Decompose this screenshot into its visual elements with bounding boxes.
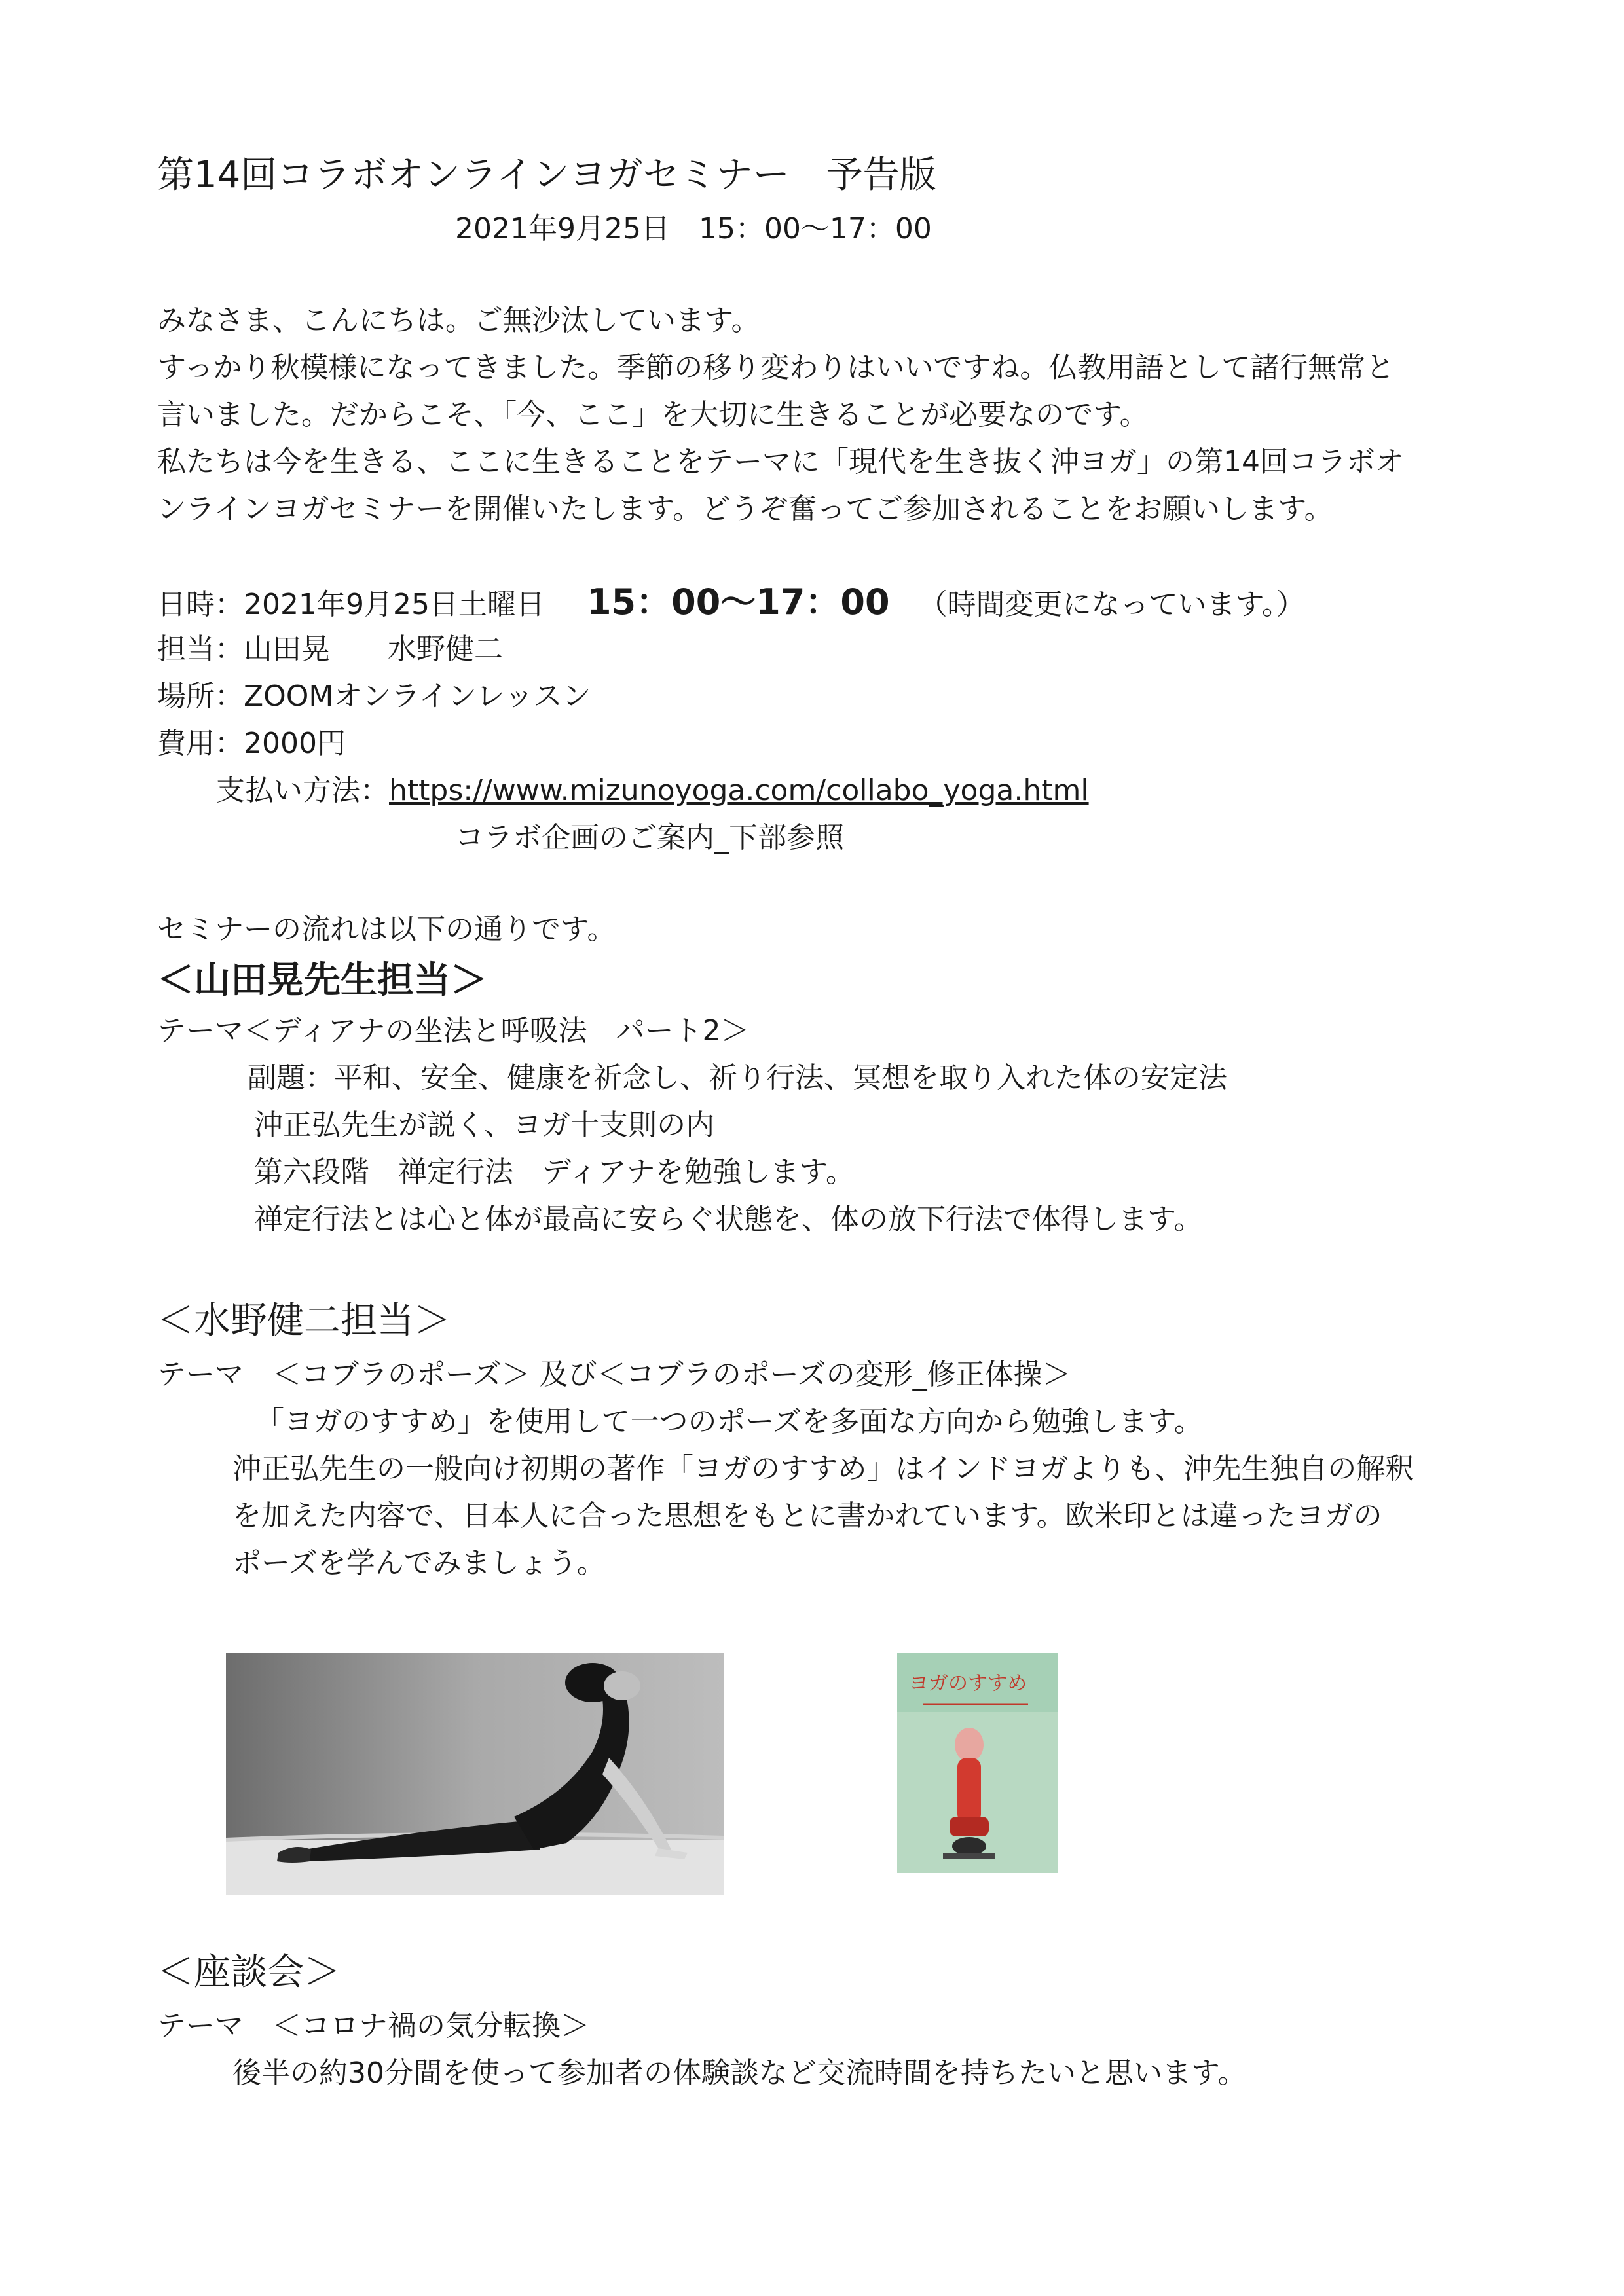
section-line: 後半の約30分間を使って参加者の体験談など交流時間を持ちたいと思います。 [232, 2056, 1247, 2090]
datetime-label: 日時：2021年9月25日土曜日 [157, 588, 545, 621]
intro-line: みなさま、こんにちは。ご無沙汰しています。 [157, 304, 760, 337]
datetime-note: （時間変更になっています。） [918, 588, 1306, 621]
section-theme: テーマ ＜コブラのポーズ＞ 及び＜コブラのポーズの変形_修正体操＞ [157, 1358, 1071, 1391]
yoga-book-cover [897, 1653, 1058, 1873]
section-heading-mizuno: ＜水野健二担当＞ [157, 1300, 451, 1342]
payment-row [216, 771, 1089, 811]
fee-line: 費用：2000円 [157, 727, 346, 760]
section-line: 第六段階 禅定行法 ディアナを勉強します。 [254, 1156, 855, 1189]
datetime-time: 15：00〜17：00 [586, 581, 890, 623]
section-line: 沖正弘先生の一般向け初期の著作「ヨガのすすめ」はインドヨガよりも、沖先生独自の解釈 [232, 1452, 1414, 1485]
section-line: ポーズを学んでみましょう。 [232, 1546, 606, 1580]
intro-line: ンラインヨガセミナーを開催いたします。どうぞ奮ってご参加されることをお願いします。 [157, 492, 1333, 526]
flow-intro: セミナーの流れは以下の通りです。 [157, 913, 616, 946]
document-title: 第14回コラボオンラインヨガセミナー 予告版 [157, 154, 936, 196]
payment-note: コラボ企画のご案内_下部参照 [455, 821, 844, 854]
datetime-row [157, 583, 1305, 625]
section-theme: テーマ ＜コロナ禍の気分転換＞ [157, 2009, 589, 2043]
payment-link[interactable]: https://www.mizunoyoga.com/collabo_yoga.html [389, 774, 1089, 807]
intro-line: すっかり秋模様になってきました。季節の移り変わりはいいですね。仏教用語として諸行無常と [157, 351, 1395, 384]
section-heading-talk: ＜座談会＞ [157, 1951, 341, 1994]
section-heading-yamada: ＜山田晃先生担当＞ [157, 959, 487, 1002]
intro-line: 私たちは今を生きる、ここに生きることをテーマに「現代を生き抜く沖ヨガ」の第14回コラボオ [157, 445, 1404, 479]
intro-line: 言いました。だからこそ、「今、ここ」を大切に生きることが必要なのです。 [157, 398, 1149, 431]
payment-label: 支払い方法： [216, 774, 389, 807]
section-line: を加えた内容で、日本人に合った思想をもとに書かれています。欧米印とは違ったヨガの [232, 1499, 1382, 1533]
section-line: 禅定行法とは心と体が最高に安らぐ状態を、体の放下行法で体得します。 [254, 1203, 1203, 1236]
staff-line: 担当：山田晃 水野健二 [157, 632, 503, 666]
place-line: 場所：ZOOMオンラインレッスン [157, 680, 591, 713]
book-title-text: ヨガのすすめ [909, 1672, 1027, 1695]
cobra-pose-photo [226, 1653, 724, 1895]
event-date-subtitle: 2021年9月25日 15：00〜17：00 [455, 212, 932, 246]
section-line: 沖正弘先生が説く、ヨガ十支則の内 [254, 1108, 715, 1142]
section-line: 「ヨガのすすめ」を使用して一つのポーズを多面な方向から勉強します。 [255, 1405, 1203, 1438]
section-line: 副題：平和、安全、健康を祈念し、祈り行法、冥想を取り入れた体の安定法 [248, 1061, 1227, 1095]
section-theme: テーマ＜ディアナの坐法と呼吸法 パート2＞ [157, 1014, 750, 1048]
